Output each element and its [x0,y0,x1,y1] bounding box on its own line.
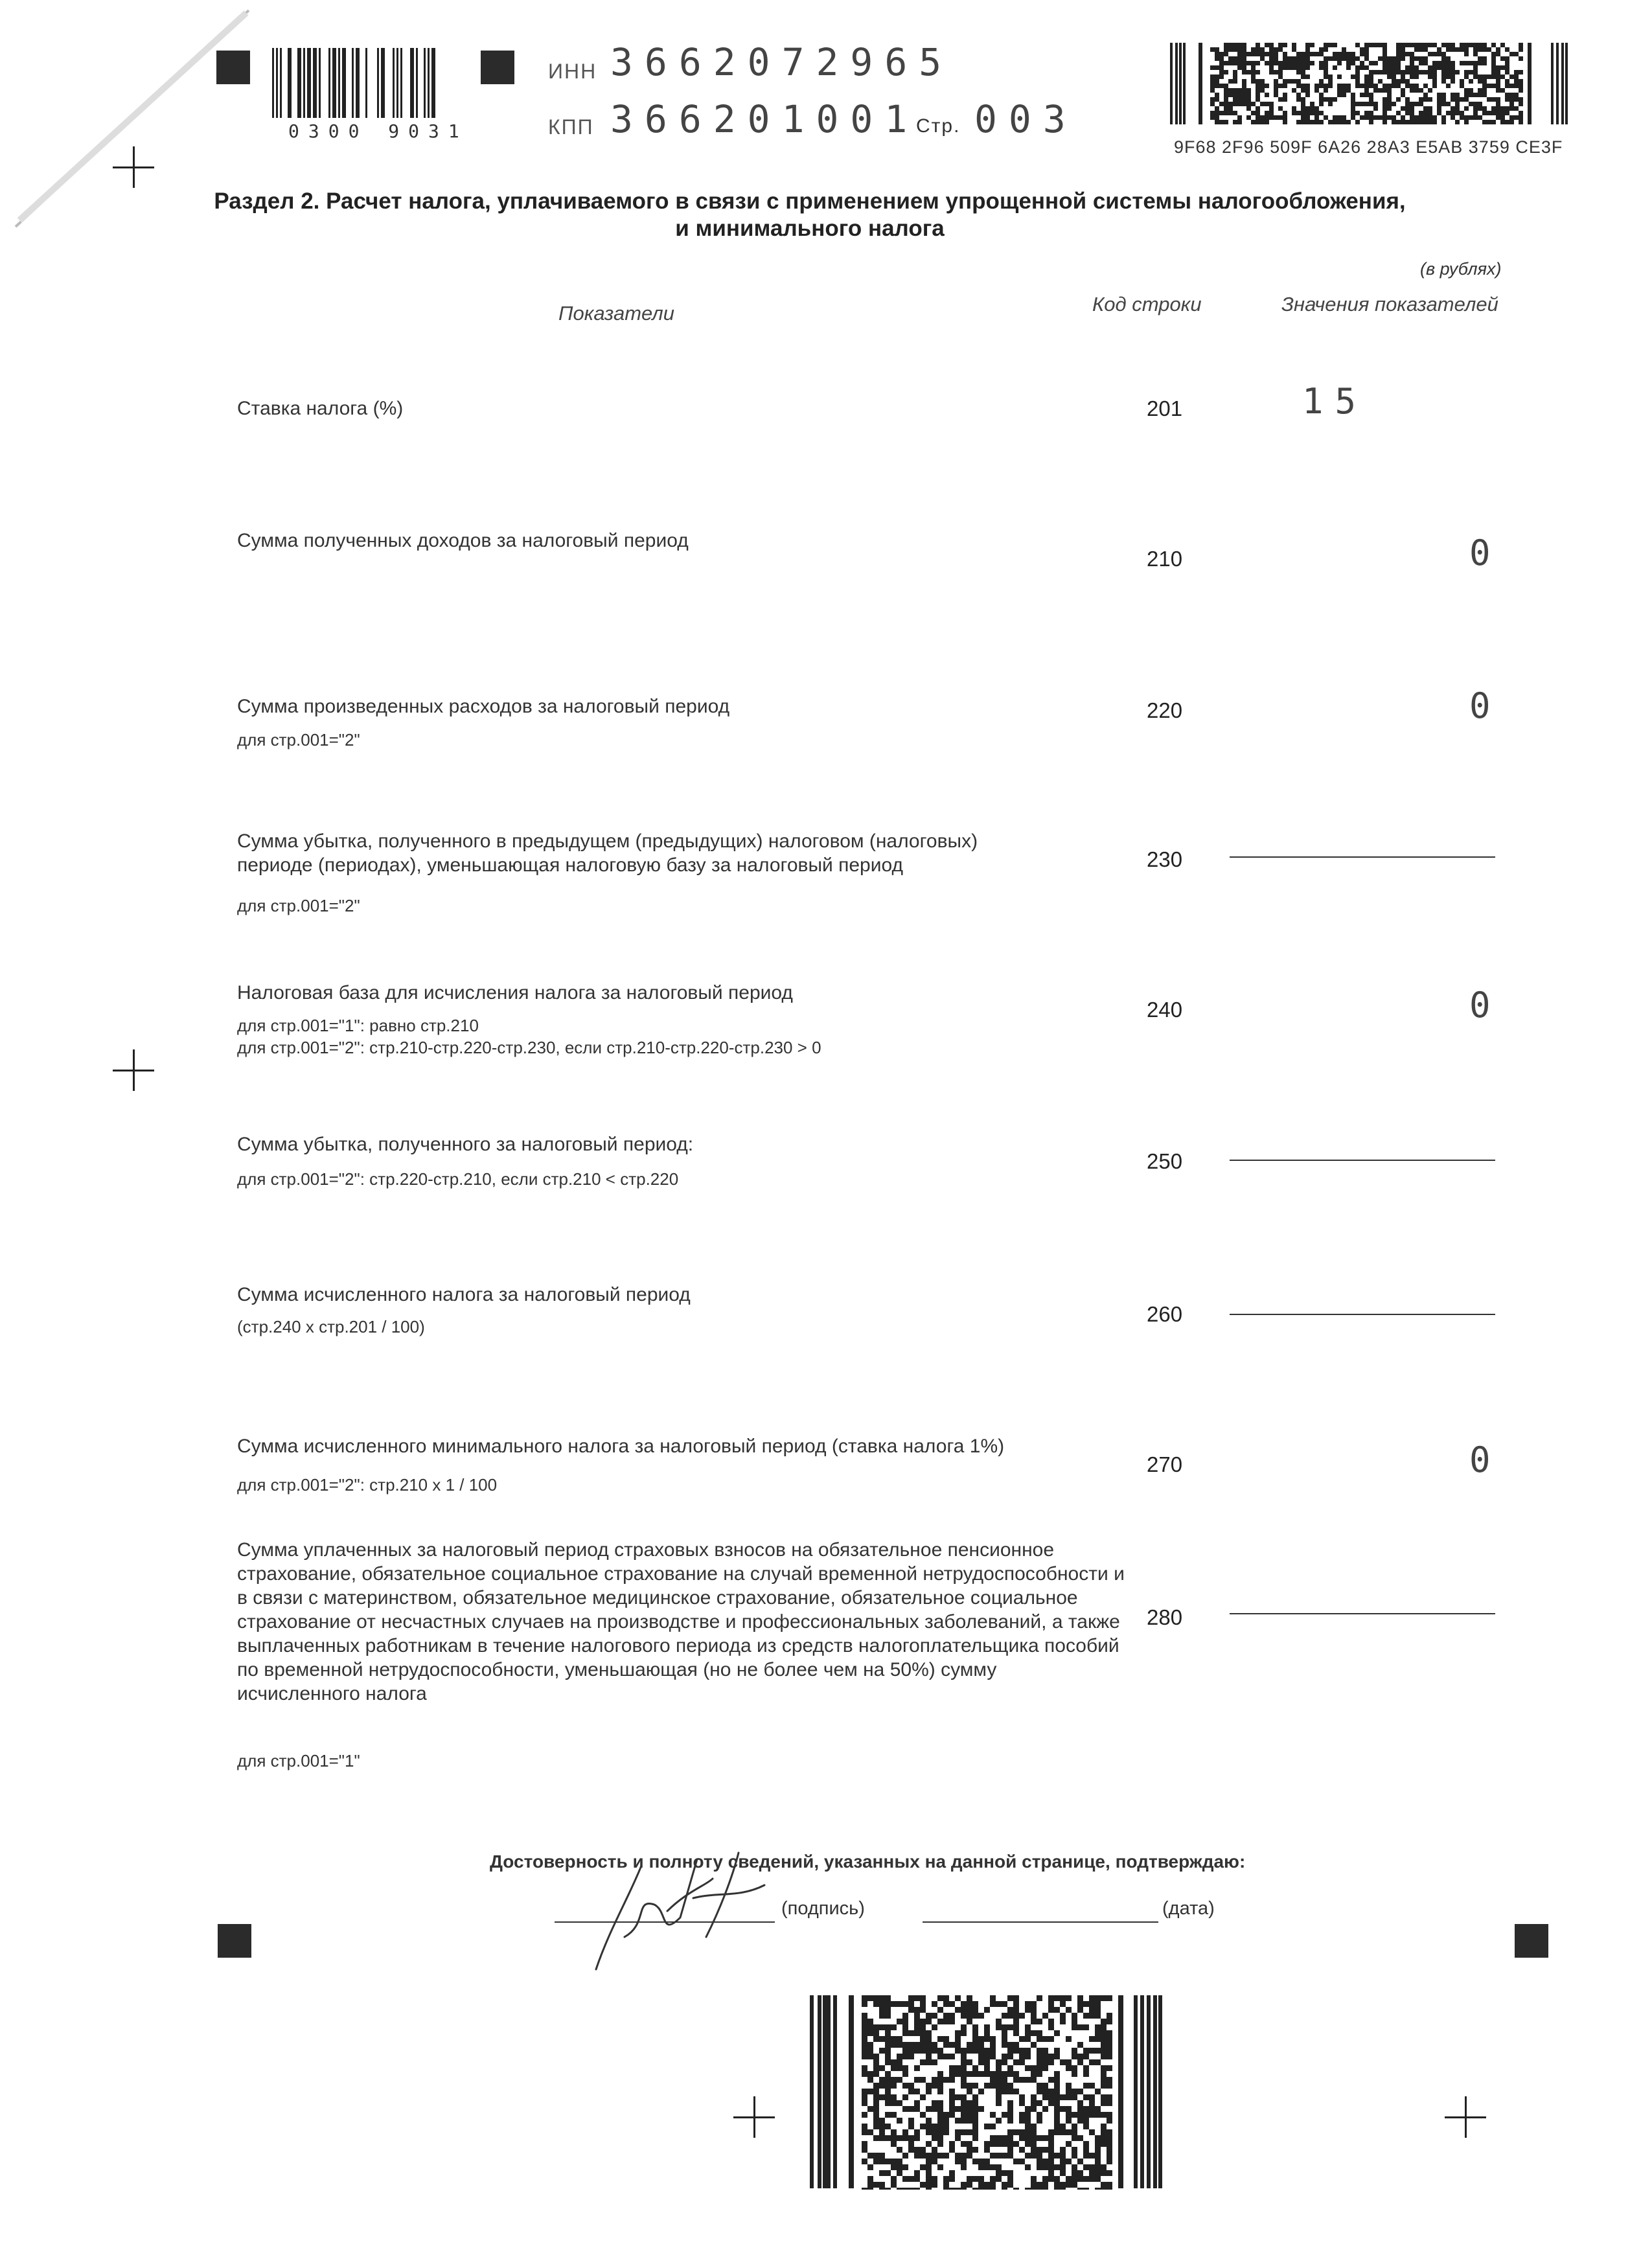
row-280-dash [1230,1613,1495,1614]
kpp-label: КПП [548,115,594,139]
date-label: (дата) [1162,1898,1215,1919]
row-230-condition: для стр.001="2" [237,896,360,915]
registration-cross-bottom-left [733,2096,775,2138]
column-header-code: Код строки [1092,293,1202,315]
row-201-value: 15 [1302,381,1368,422]
column-header-values: Значения показателей [1281,293,1498,315]
row-270-value: 0 [1469,1439,1491,1480]
barcode-number: 0300 9031 [288,120,468,142]
row-250-condition: для стр.001="2": стр.220-стр.210, если стр.210 < стр.220 [237,1169,679,1189]
row-260-condition: (стр.240 x стр.201 / 100) [237,1317,425,1336]
hash-code: 9F68 2F96 509F 6A26 28A3 E5AB 3759 CE3F [1174,137,1563,157]
row-270-title: Сумма исчисленного минимального налога за налоговый период (ставка налога 1%) [237,1436,1005,1457]
row-220-condition: для стр.001="2" [237,730,360,750]
units-note: (в рублях) [1420,259,1502,279]
row-270-code: 270 [1147,1452,1183,1476]
row-230-dash [1230,856,1495,858]
registration-cross-middle [113,1049,154,1091]
signature-label: (подпись) [781,1898,865,1919]
column-header-indicators: Показатели [558,302,674,325]
row-230-title: Сумма убытка, полученного в предыдущем (предыдущих) налоговом (налоговых) периоде (периодах), уменьшающая налоговую базу за налоговый период [237,830,978,876]
section-title-line1: Раздел 2. Расчет налога, уплачиваемого в связи с применением упрощенной системы налогообложения, [214,189,1406,214]
registration-cross-top [113,146,154,188]
row-250-code: 250 [1147,1149,1183,1173]
row-260-title: Сумма исчисленного налога за налоговый период [237,1284,691,1305]
row-250-title: Сумма убытка, полученного за налоговый период: [237,1134,694,1155]
row-240-condition: для стр.001="1": равно стр.210 для стр.001="2": стр.210-стр.220-стр.230, если стр.210-стр.220-стр.230 > 0 [237,1016,821,1057]
row-220-code: 220 [1147,698,1183,722]
row-260-code: 260 [1147,1302,1183,1326]
matrix-barcode-top [1170,43,1568,127]
confirmation-text: Достоверность и полноту сведений, указанных на данной странице, подтверждаю: [490,1851,1246,1872]
inn-label: ИНН [548,60,597,83]
row-210-title: Сумма полученных доходов за налоговый период [237,530,689,551]
registration-cross-bottom-right [1445,2096,1486,2138]
page-label: Стр. [916,115,961,137]
page-value: 003 [974,97,1077,141]
row-240-title: Налоговая база для исчисления налога за налоговый период [237,982,793,1003]
section-title-line2: и минимального налога [675,216,945,241]
corner-marker-bottom-left [218,1924,251,1958]
corner-marker-top-middle [481,51,514,84]
row-230-code: 230 [1147,847,1183,871]
date-line [923,1921,1158,1923]
row-210-code: 210 [1147,547,1183,571]
handwritten-signature [570,1840,784,1982]
row-280-condition: для стр.001="1" [237,1751,360,1770]
row-280-code: 280 [1147,1605,1183,1629]
row-250-dash [1230,1160,1495,1161]
row-201-title: Ставка налога (%) [237,398,404,419]
row-280-title: Сумма уплаченных за налоговый период страховых взносов на обязательное пенсионное страхование, обязательное социальное страхование на случай временной нетрудоспособности и в связи с материнством, обязательное медицинское страхование, обязательное социальное страхование от несчастных случаев на производстве и профессиональных заболеваний, а также выплаченных работникам в течение налогового периода из средств налогоплательщика пособий по временной нетрудоспособности, уменьшающая (но не более чем на 50%) сумму исчисленного налога [237,1539,1125,1704]
row-210-value: 0 [1469,533,1491,573]
row-220-title: Сумма произведенных расходов за налоговый период [237,696,730,717]
row-201-code: 201 [1147,396,1183,420]
kpp-value: 366201001 [610,97,919,141]
row-220-value: 0 [1469,685,1491,726]
row-260-dash [1230,1314,1495,1315]
row-240-code: 240 [1147,998,1183,1022]
row-240-value: 0 [1469,985,1491,1025]
matrix-barcode-bottom [810,1995,1164,2190]
inn-value: 3662072965 [610,40,954,84]
linear-barcode [272,48,453,119]
row-270-condition: для стр.001="2": стр.210 x 1 / 100 [237,1475,498,1495]
corner-marker-bottom-right [1515,1924,1548,1958]
